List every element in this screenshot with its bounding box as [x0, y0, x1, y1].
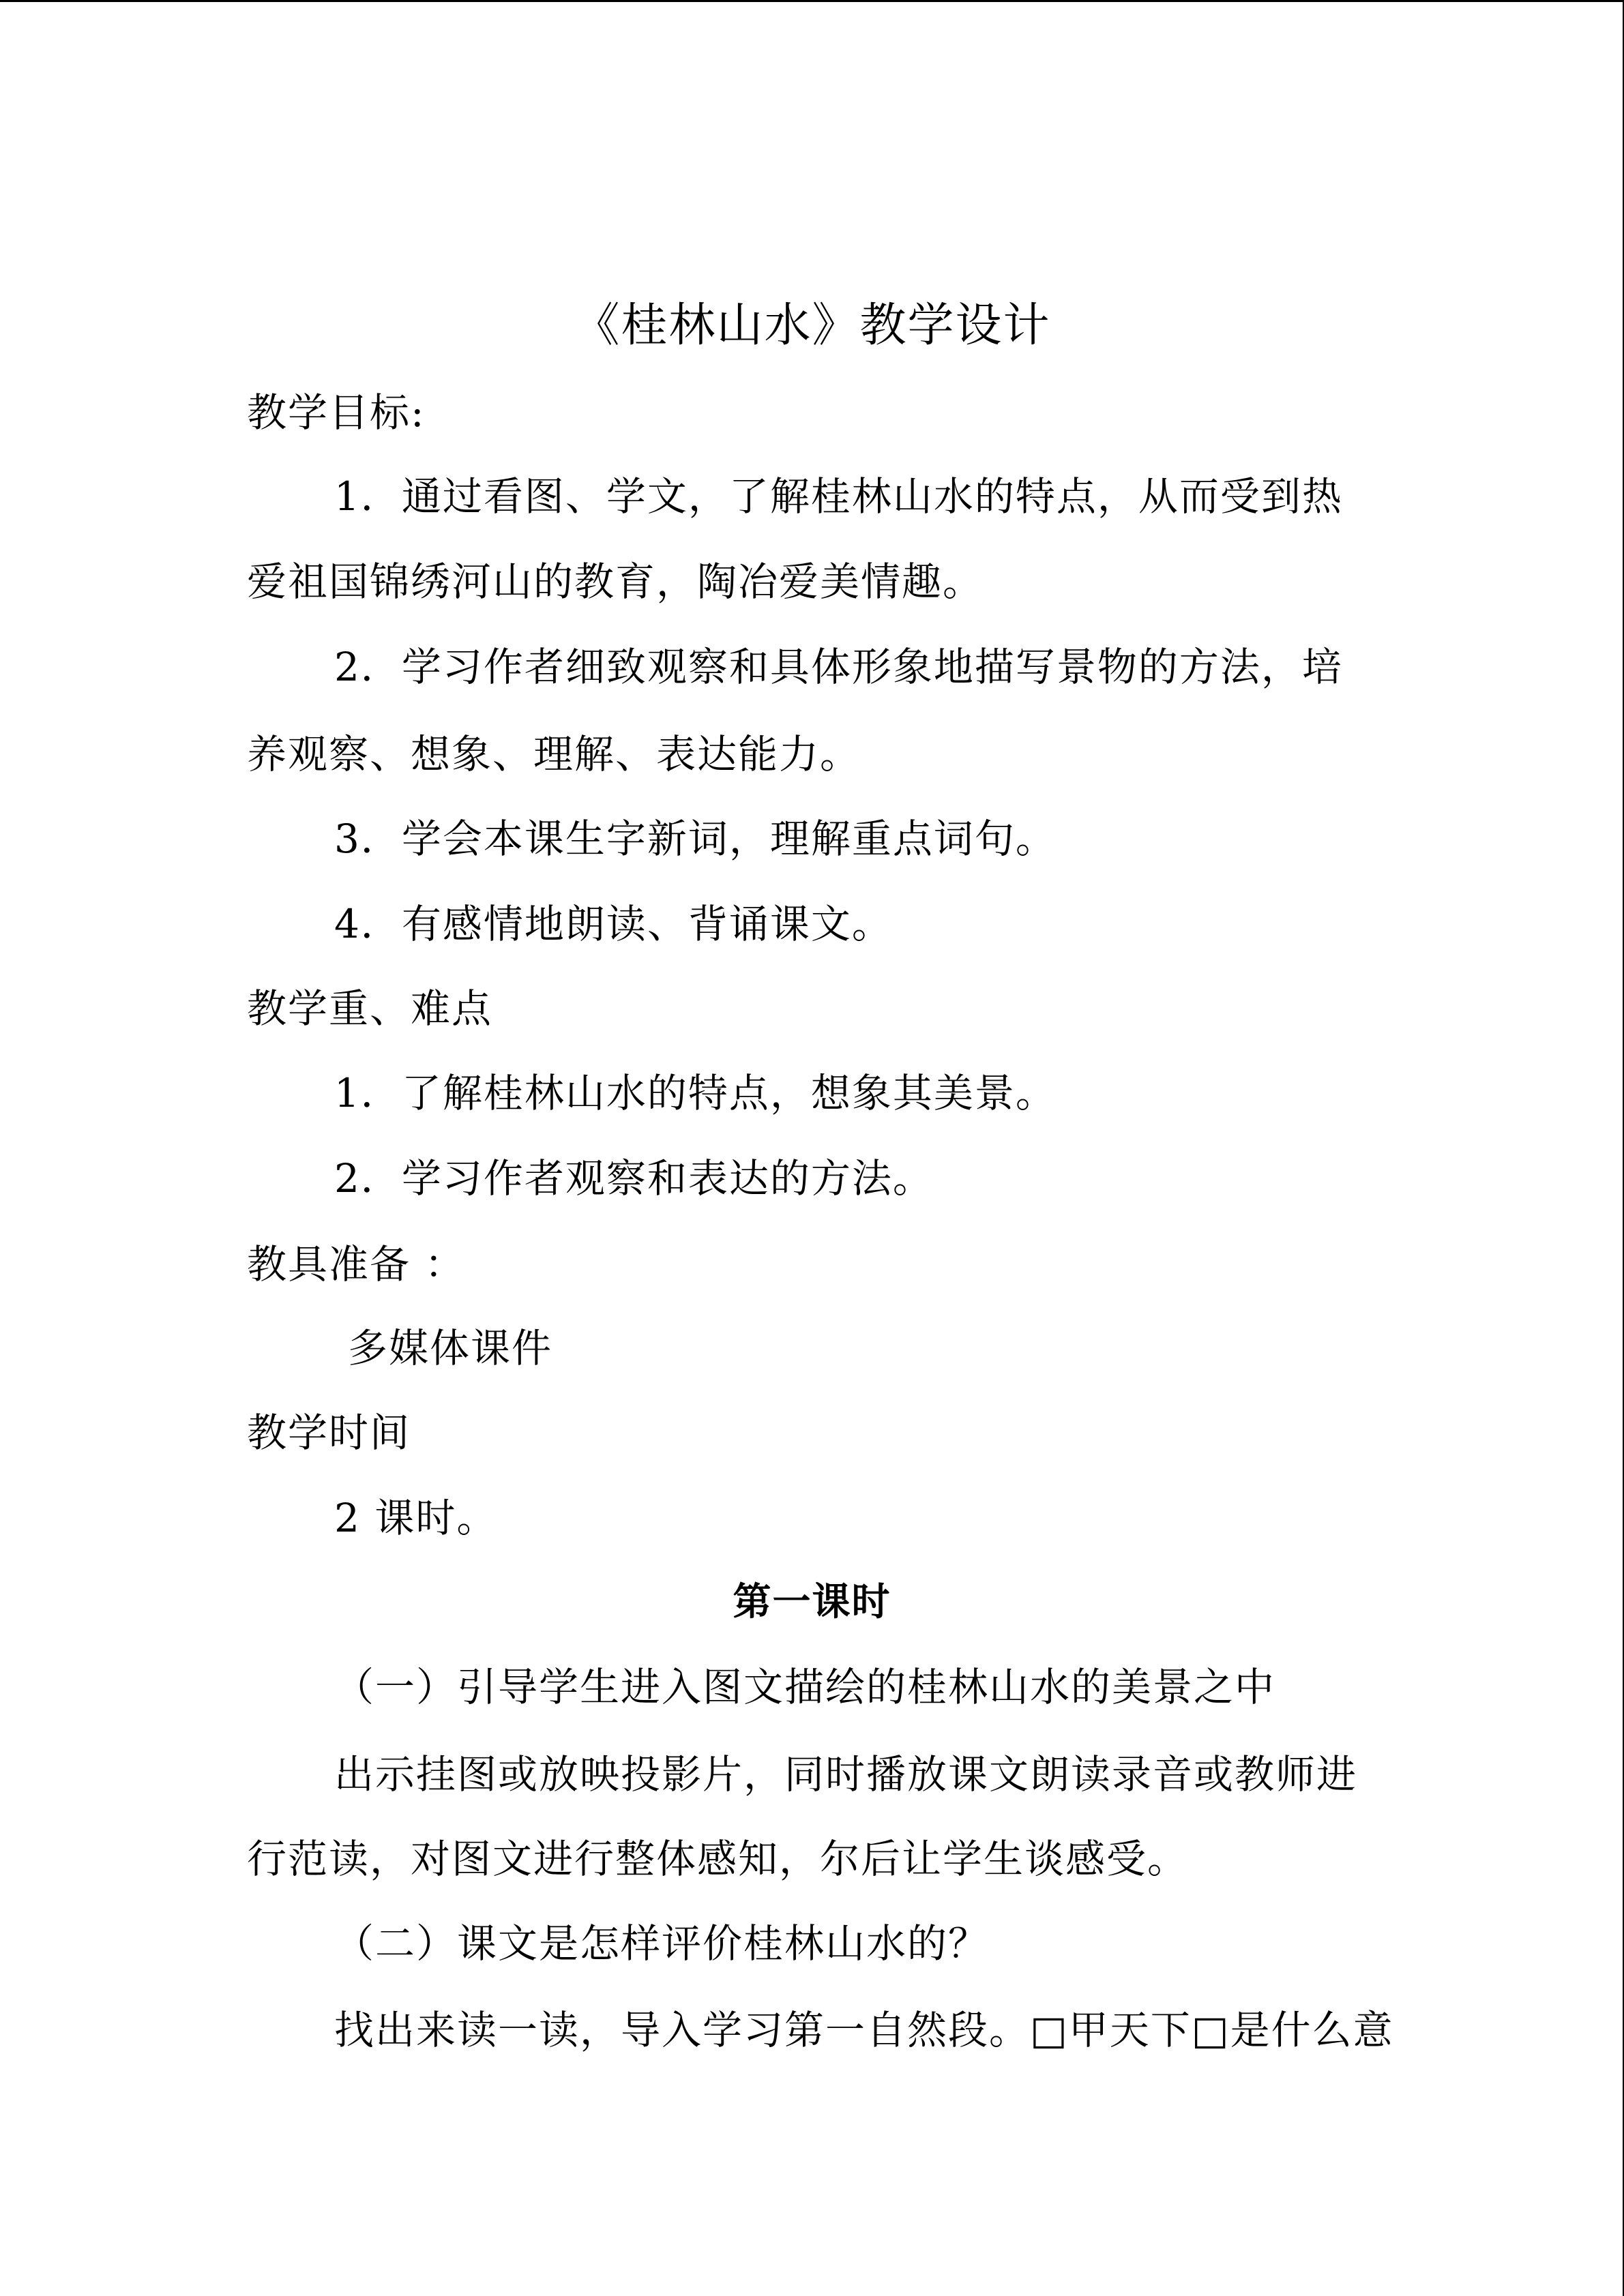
paragraph-line: （一）引导学生进入图文描绘的桂林山水的美景之中 — [334, 1664, 1276, 1710]
section-heading-materials: 教具准备 ： — [247, 1241, 466, 1287]
paragraph-line: 找出来读一读，导入学习第一自然段。□甲天下□是什么意 — [334, 2007, 1394, 2053]
section-heading-key-points: 教学重、难点 — [247, 985, 493, 1032]
document-title: 《桂林山水》教学设计 — [573, 299, 1051, 353]
paragraph-line: 爱祖国锦绣河山的教育，陶冶爱美情趣。 — [247, 558, 984, 605]
paragraph-line: 1．通过看图、学文，了解桂林山水的特点，从而受到热 — [334, 473, 1343, 520]
section-heading-time: 教学时间 — [247, 1410, 411, 1456]
paragraph-line: 养观察、想象、理解、表达能力。 — [247, 731, 861, 777]
paragraph-line: 多媒体课件 — [348, 1325, 553, 1371]
paragraph-line: 4．有感情地朗读、背诵课文。 — [334, 901, 893, 947]
paragraph-line: 2 课时。 — [334, 1495, 498, 1541]
paragraph-line: （二）课文是怎样评价桂林山水的？ — [334, 1920, 990, 1967]
lesson-heading: 第一课时 — [733, 1580, 891, 1624]
section-heading-objectives: 教学目标: — [247, 389, 426, 436]
paragraph-line: 出示挂图或放映投影片，同时播放课文朗读录音或教师进 — [334, 1751, 1358, 1798]
paragraph-line: 3．学会本课生字新词，理解重点词句。 — [334, 816, 1057, 862]
paragraph-line: 1．了解桂林山水的特点，想象其美景。 — [334, 1070, 1057, 1116]
paragraph-line: 2．学习作者观察和表达的方法。 — [334, 1155, 934, 1202]
paragraph-line: 2．学习作者细致观察和具体形象地描写景物的方法，培 — [334, 644, 1343, 690]
paragraph-line: 行范读，对图文进行整体感知，尔后让学生谈感受。 — [247, 1836, 1189, 1882]
